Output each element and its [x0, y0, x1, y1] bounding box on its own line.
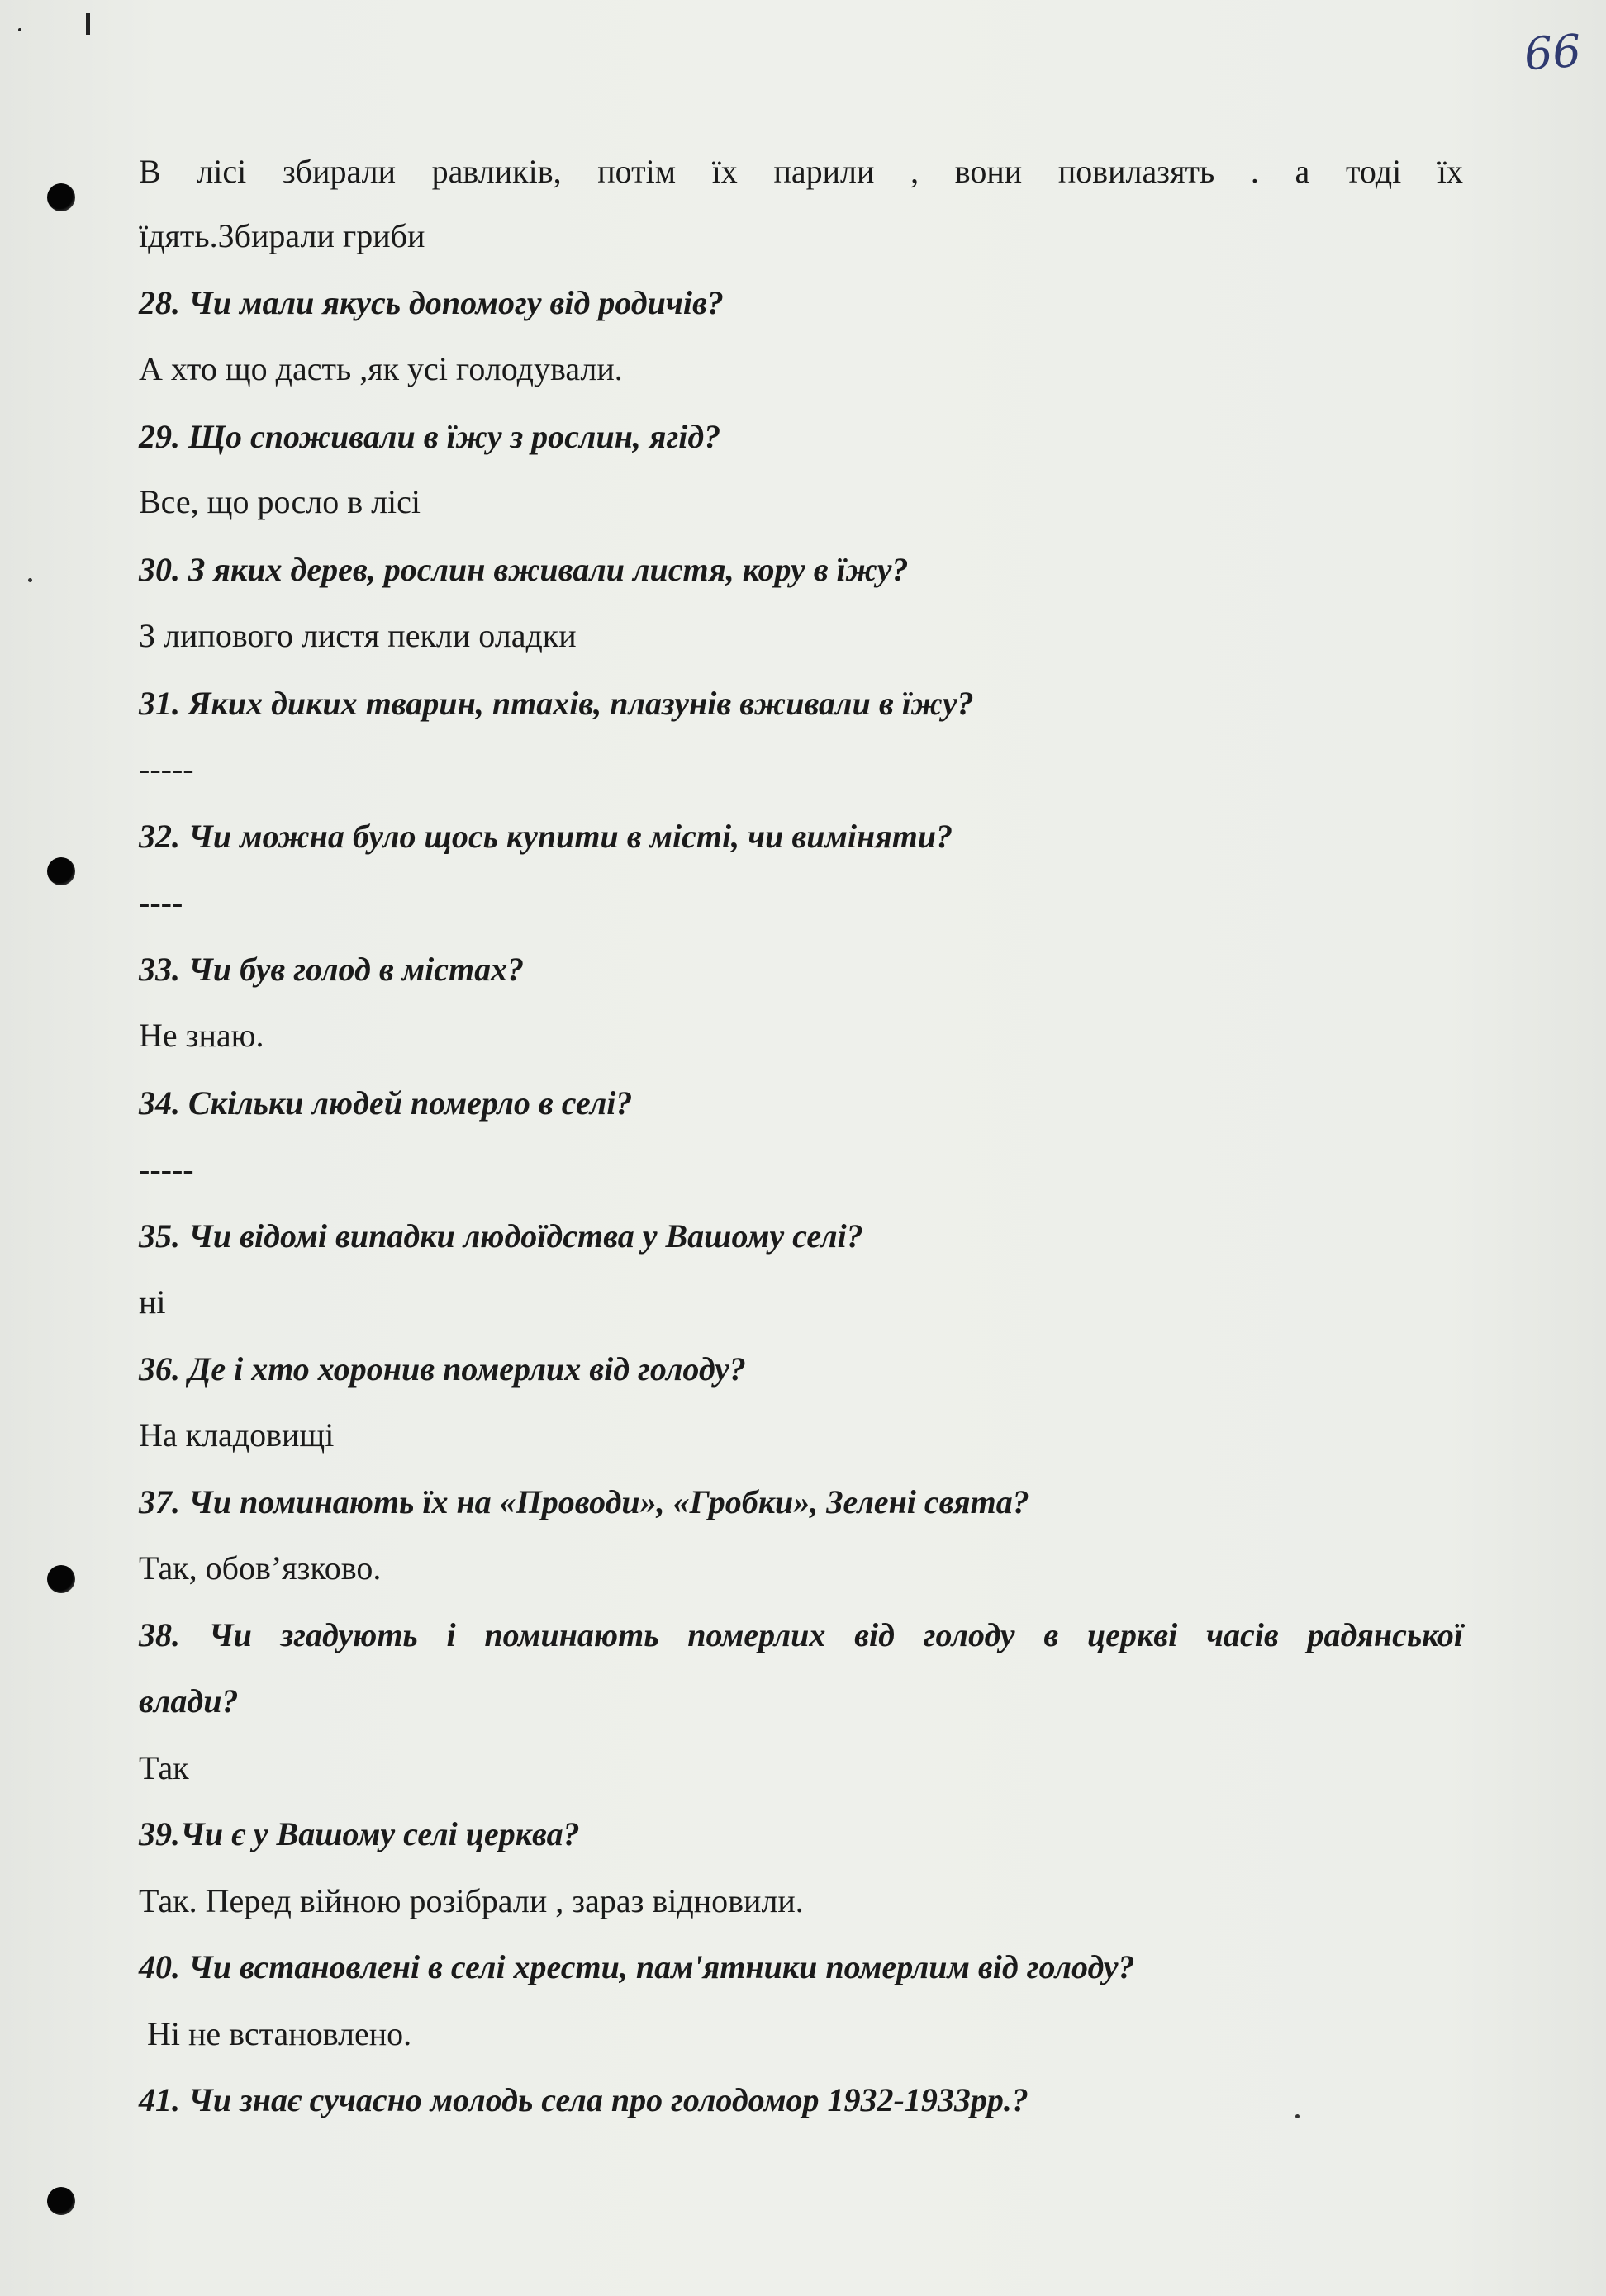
- answer-text: Так: [139, 1749, 189, 1786]
- punch-hole: [47, 1565, 75, 1593]
- answer-text: Не знаю.: [139, 1017, 264, 1054]
- question-text: влади?: [139, 1682, 239, 1720]
- question-text: 34. Скільки людей померло в селі?: [139, 1084, 633, 1122]
- scan-mark: [86, 13, 90, 35]
- scan-mark: [18, 28, 21, 31]
- answer-text: Так, обов’язково.: [139, 1549, 382, 1587]
- handwritten-page-number: 66: [1522, 24, 1583, 81]
- answer-text: В лісі збирали равликів, потім їх парили , вони повилазять . а тоді їх: [139, 153, 1463, 190]
- question-text: 35. Чи відомі випадки людоїдства у Вашому селі?: [139, 1217, 863, 1255]
- question-text: 41. Чи знає сучасно молодь села про голодомор 1932-1933рр.?: [139, 2081, 1029, 2118]
- answer-text: На кладовищі: [139, 1416, 335, 1454]
- question-text: 30. З яких дерев, рослин вживали листя, кору в їжу?: [139, 551, 909, 588]
- answer-text: Ні не встановлено.: [139, 2015, 412, 2052]
- punch-hole: [47, 857, 75, 885]
- answer-text: А хто що дасть ,як усі голодували.: [139, 350, 623, 387]
- question-text: 40. Чи встановлені в селі хрести, пам'ятники померлим від голоду?: [139, 1948, 1135, 1985]
- question-text: 28. Чи мали якусь допомогу від родичів?: [139, 284, 724, 321]
- answer-text: ні: [139, 1283, 166, 1321]
- punch-hole: [47, 2187, 75, 2215]
- answer-text: Все, що росло в лісі: [139, 483, 421, 520]
- punch-hole: [47, 183, 75, 211]
- question-text: 37. Чи поминають їх на «Проводи», «Гробки», Зелені свята?: [139, 1483, 1029, 1520]
- answer-text: -----: [139, 750, 194, 787]
- question-text: 38. Чи згадують і поминають померлих від голоду в церкві часів радянської: [139, 1616, 1463, 1653]
- answer-text: З липового листя пекли оладки: [139, 617, 577, 654]
- answer-text: -----: [139, 1150, 194, 1188]
- question-text: 33. Чи був голод в містах?: [139, 951, 525, 988]
- question-text: 39.Чи є у Вашому селі церква?: [139, 1815, 580, 1852]
- question-text: 36. Де і хто хоронив померлих від голоду?: [139, 1350, 746, 1388]
- answer-text: Так. Перед війною розібрали , зараз відновили.: [139, 1882, 804, 1919]
- question-text: 31. Яких диких тварин, птахів, плазунів вживали в їжу?: [139, 685, 974, 722]
- answer-text: їдять.Збирали гриби: [139, 217, 425, 254]
- question-text: 29. Що споживали в їжу з рослин, ягід?: [139, 418, 721, 455]
- question-text: 32. Чи можна було щось купити в місті, чи виміняти?: [139, 818, 953, 855]
- answer-text: ----: [139, 884, 183, 921]
- speck: [28, 578, 32, 582]
